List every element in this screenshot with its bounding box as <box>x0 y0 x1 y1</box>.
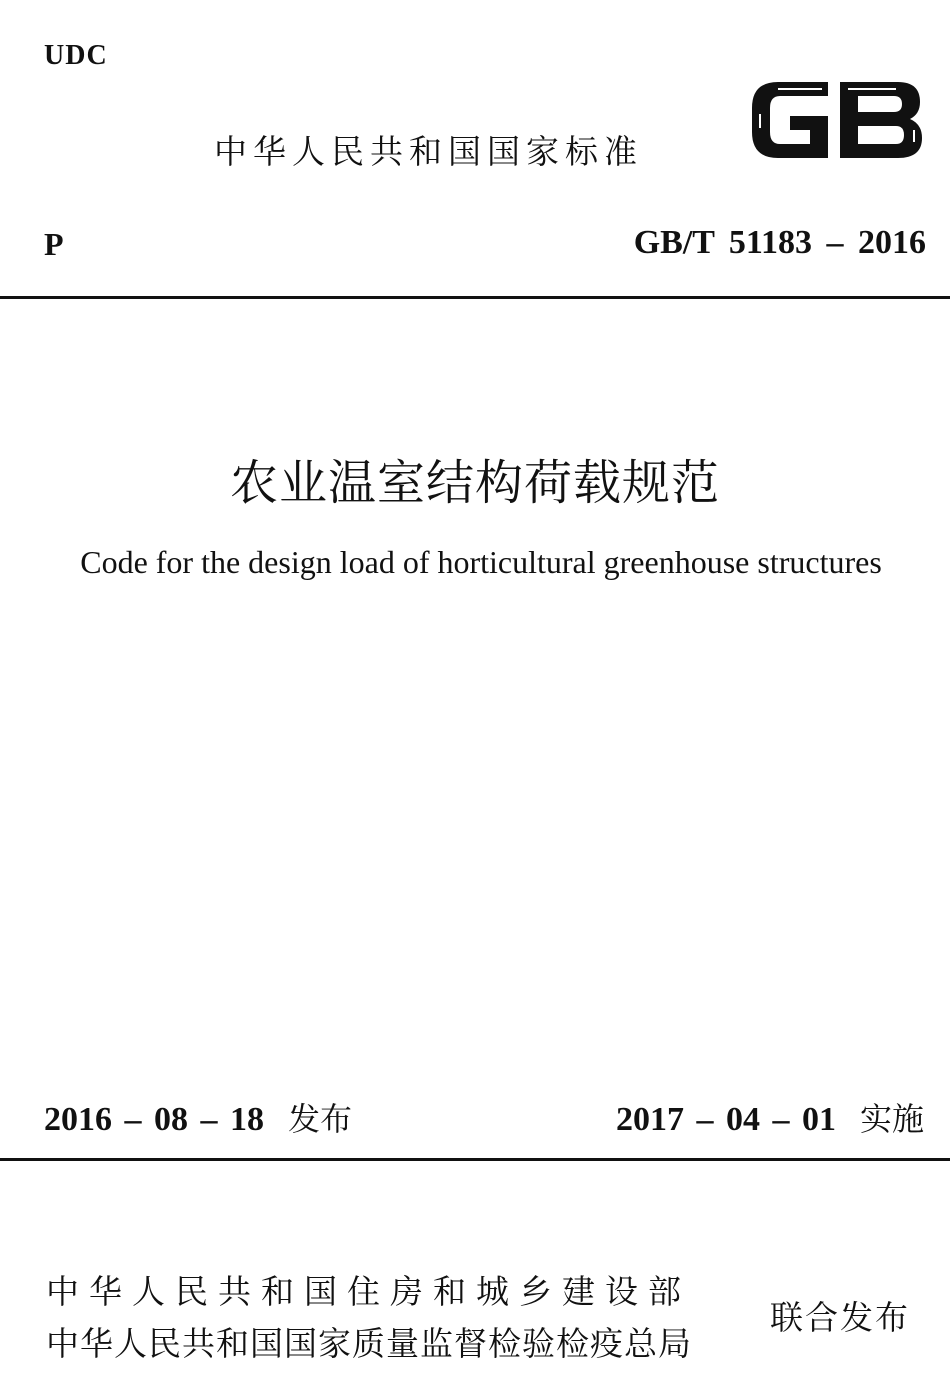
publisher-aqsiq: 中华人民共和国国家质量监督检验检疫总局 <box>46 1324 692 1363</box>
top-divider <box>0 296 950 299</box>
gb-logo-icon <box>748 74 926 166</box>
classification-code: P <box>44 226 64 262</box>
issue-label: 发布 <box>288 1100 353 1138</box>
joint-release-label: 联合发布 <box>770 1298 910 1337</box>
issue-date-block <box>44 1094 352 1140</box>
implementation-date: 2017 – 04 – 01 <box>615 1101 836 1138</box>
implementation-date-block <box>616 1094 924 1140</box>
publisher-ministry-housing: 中华人民共和国住房和城乡建设部 <box>46 1272 691 1311</box>
title-chinese: 农业温室结构荷载规范 <box>229 455 720 511</box>
issue-date: 2016 – 08 – 18 <box>44 1101 264 1138</box>
standard-type-heading: 中华人民共和国国家标准 <box>214 132 643 171</box>
title-english: Code for the design load of horticultural greenhouse structures <box>80 544 882 580</box>
standard-number: GB/T 51183 – 2016 <box>633 224 926 261</box>
bottom-divider <box>0 1158 950 1161</box>
udc-label: UDC <box>44 40 108 71</box>
implementation-label: 实施 <box>859 1100 924 1138</box>
